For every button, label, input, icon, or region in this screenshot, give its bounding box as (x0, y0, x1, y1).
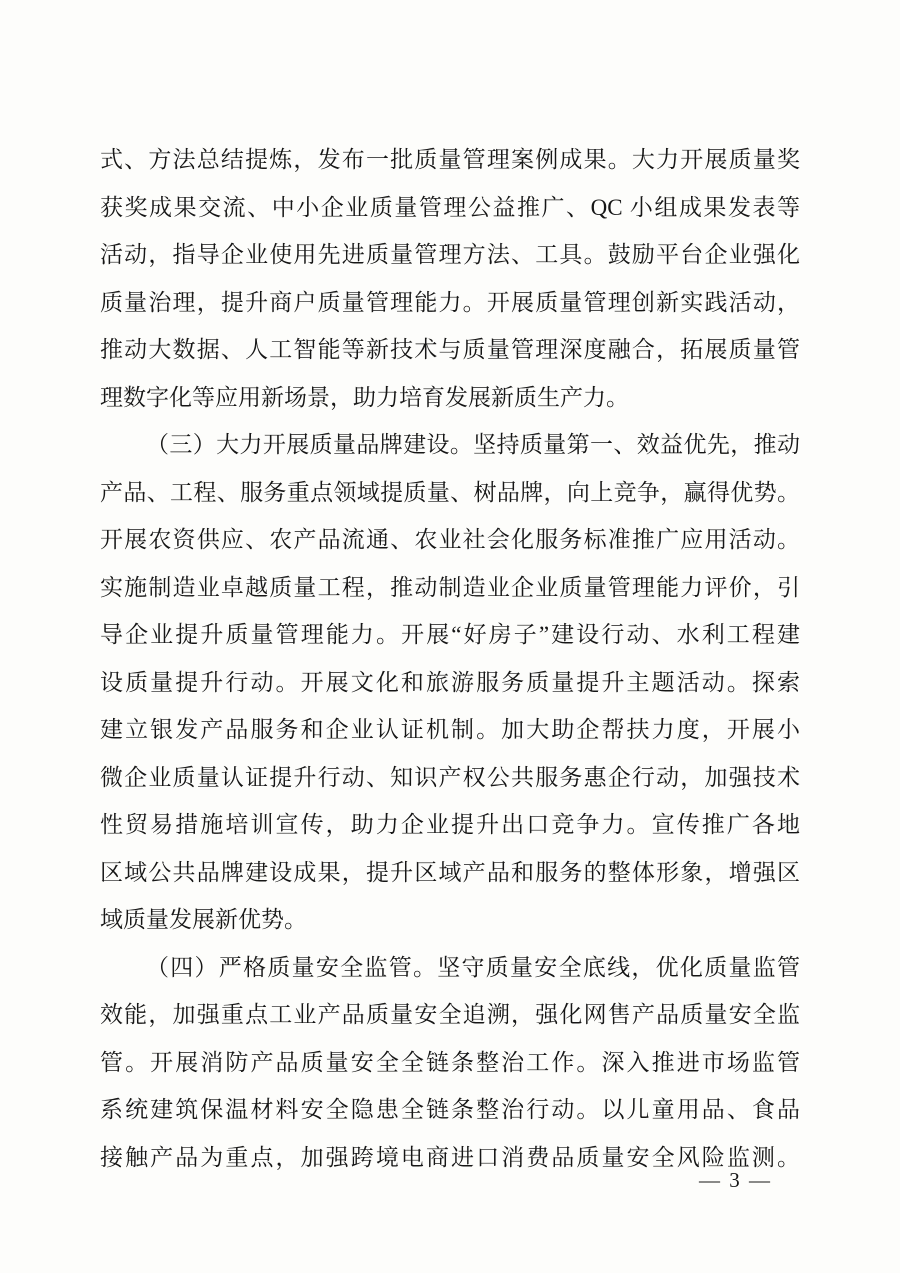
text-line: 接触产品为重点，加强跨境电商进口消费品质量安全风险监测。 (100, 1144, 800, 1170)
text-line: 开展农资供应、农产品流通、农业社会化服务标准推广应用活动。 (100, 527, 800, 552)
text-line: 式、方法总结提炼，发布一批质量管理案例成果。大力开展质量奖 (100, 147, 800, 172)
document-body (100, 136, 800, 1181)
text-line: 实施制造业卓越质量工程，推动制造业企业质量管理能力评价，引 (100, 574, 800, 600)
text-line: 产品、工程、服务重点领域提质量、树品牌，向上竞争，赢得优势。 (100, 479, 800, 505)
text-line: 建立银发产品服务和企业认证机制。加大助企帮扶力度，开展小 (100, 717, 800, 742)
text-line: 系统建筑保温材料安全隐患全链条整治行动。以儿童用品、食品 (100, 1097, 800, 1122)
text-line: 效能，加强重点工业产品质量安全追溯，强化网售产品质量安全监 (100, 1002, 800, 1027)
text-line: 微企业质量认证提升行动、知识产权公共服务惠企行动，加强技术 (100, 764, 800, 790)
text-line: 管。开展消防产品质量安全全链条整治工作。深入推进市场监管 (100, 1049, 800, 1075)
text-line: 质量治理，提升商户质量管理能力。开展质量管理创新实践活动， (100, 289, 800, 315)
text-line: 导企业提升质量管理能力。开展“好房子”建设行动、水利工程建 (100, 622, 800, 647)
text-line: 活动，指导企业使用先进质量管理方法、工具。鼓励平台企业强化 (100, 242, 800, 267)
page-number: — 3 — (699, 1168, 772, 1192)
text-line: 域质量发展新优势。 (100, 907, 307, 932)
text-line: 区域公共品牌建设成果，提升区域产品和服务的整体形象，增强区 (100, 859, 800, 885)
text-line: 获奖成果交流、中小企业质量管理公益推广、QC 小组成果发表等 (100, 194, 800, 220)
text-line-paragraph-start: （四）严格质量安全监管。坚守质量安全底线，优化质量监管 (146, 954, 800, 980)
text-line: 性贸易措施培训宣传，助力企业提升出口竞争力。宣传推广各地 (100, 812, 800, 837)
text-line: 理数字化等应用新场景，助力培育发展新质生产力。 (100, 384, 629, 410)
text-line-paragraph-start: （三）大力开展质量品牌建设。坚持质量第一、效益优先，推动 (146, 432, 800, 457)
text-line: 推动大数据、人工智能等新技术与质量管理深度融合，拓展质量管 (100, 337, 800, 362)
text-line: 设质量提升行动。开展文化和旅游服务质量提升主题活动。探索 (100, 669, 800, 695)
